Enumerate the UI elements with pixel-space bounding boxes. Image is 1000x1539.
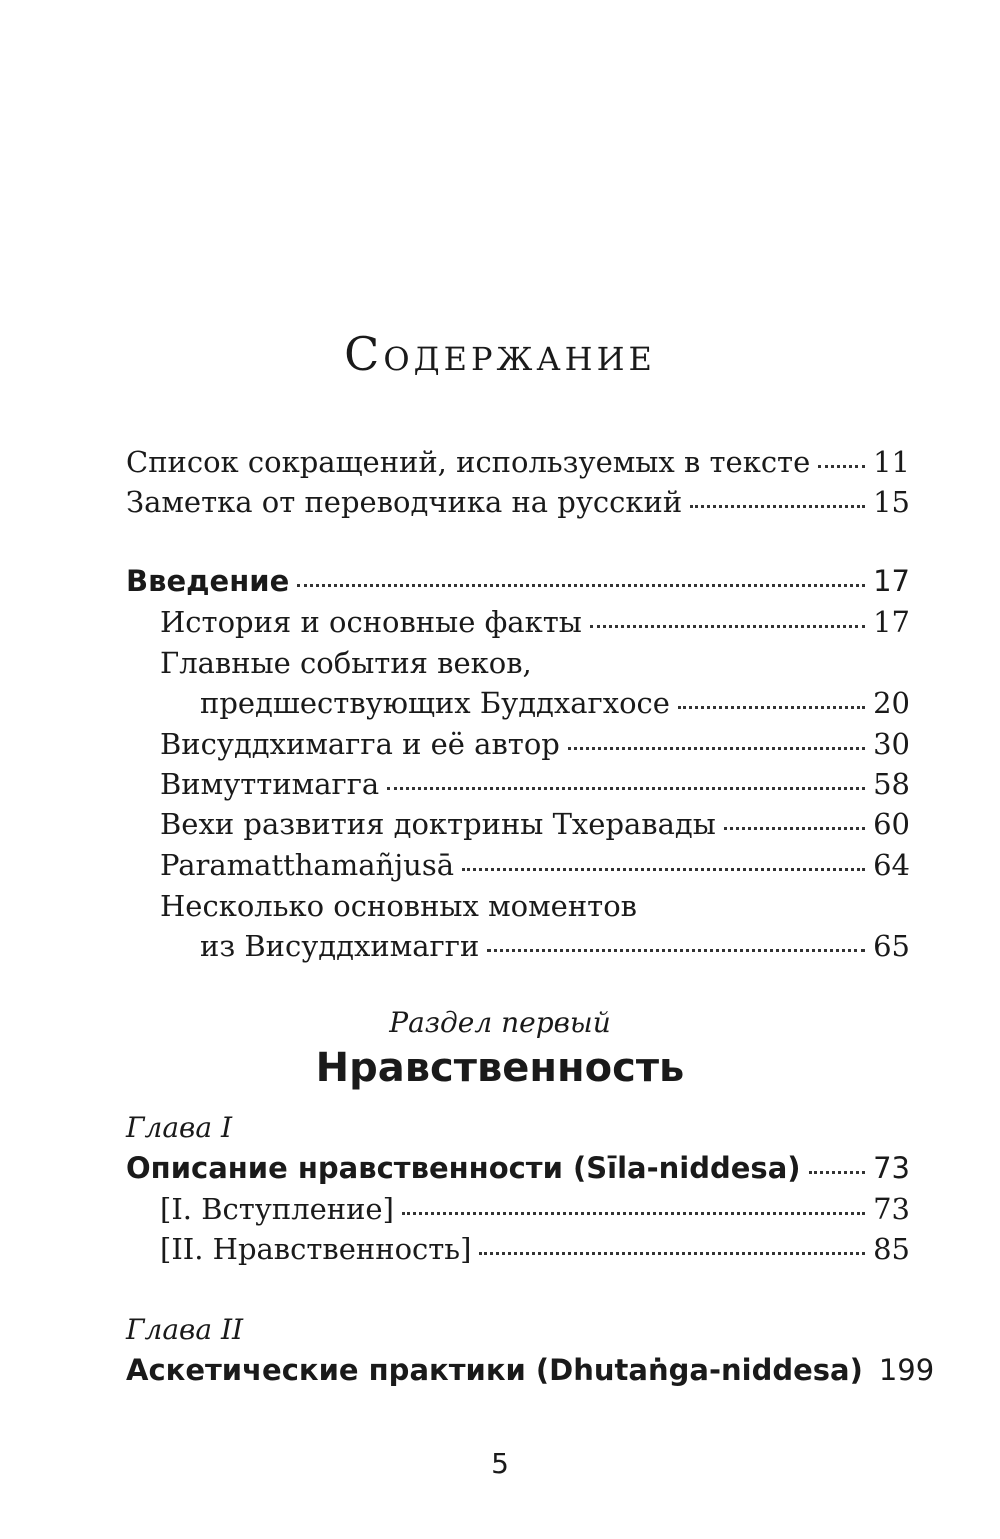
toc-entry-page: 73 — [873, 1192, 910, 1226]
toc-entry-abbreviations[interactable] — [126, 442, 910, 482]
toc-entry-title: Висуддхимагга и её автор — [160, 727, 560, 761]
toc-entry-visuddhimagga-author[interactable] — [160, 724, 910, 764]
toc-entry-key-points-line1: Несколько основных моментов — [160, 889, 637, 923]
toc-entry-page: 15 — [873, 485, 910, 519]
leader-dots — [297, 583, 865, 587]
toc-entry-chapter-1[interactable] — [126, 1148, 910, 1188]
toc-entry-title: Введение — [126, 564, 290, 598]
toc-entry-chapter-2[interactable] — [126, 1350, 935, 1390]
toc-entry-page: 30 — [873, 727, 910, 761]
toc-entry-title: Заметка от переводчика на русский — [126, 485, 683, 519]
leader-dots — [690, 504, 865, 508]
toc-entry-title: Список сокращений, используемых в тексте — [126, 445, 811, 479]
leader-dots — [568, 746, 865, 750]
toc-entry-introduction[interactable] — [126, 561, 910, 601]
toc-entry-page: 17 — [873, 564, 910, 598]
leader-dots — [402, 1211, 865, 1215]
toc-entry-morality-ch1[interactable] — [160, 1229, 910, 1269]
leader-dots — [487, 948, 865, 952]
toc-entry-introduction-ch1[interactable] — [160, 1189, 910, 1229]
part-label: Раздел первый — [389, 1006, 611, 1039]
toc-entry-page: 64 — [873, 848, 910, 882]
toc-entry-title: История и основные факты — [160, 605, 582, 639]
leader-dots — [479, 1251, 865, 1255]
leader-dots — [387, 786, 865, 790]
toc-entry-paramatthamanjusa[interactable] — [160, 845, 910, 885]
toc-entry-page: 73 — [873, 1151, 910, 1185]
leader-dots — [462, 867, 865, 871]
toc-entry-events-line1: Главные события веков, — [160, 646, 532, 680]
leader-dots — [724, 826, 865, 830]
leader-dots — [678, 705, 865, 709]
toc-entry-page: 11 — [873, 445, 910, 479]
toc-entry-title: предшествующих Буддхагхосе — [200, 686, 670, 720]
leader-dots — [590, 624, 865, 628]
toc-entry-key-points[interactable] — [200, 926, 910, 966]
part-title: Нравственность — [315, 1045, 685, 1091]
toc-entry-title: Описание нравственности (Sīla-niddesa) — [126, 1151, 801, 1185]
toc-entry-title: [I. Вступление] — [160, 1192, 394, 1226]
page-title: Содержание — [344, 327, 656, 381]
chapter-1-label: Глава I — [126, 1111, 233, 1144]
toc-entry-page: 20 — [873, 686, 910, 720]
toc-entry-title: Аскетические практики (Dhutaṅga-niddesa) — [126, 1353, 863, 1387]
toc-entry-history[interactable] — [160, 602, 910, 642]
toc-entry-page: 58 — [873, 767, 910, 801]
toc-entry-page: 199 — [878, 1353, 935, 1387]
toc-entry-theravada-milestones[interactable] — [160, 804, 910, 844]
toc-entry-title: из Висуддхимагги — [200, 929, 480, 963]
toc-entry-title: [II. Нравственность] — [160, 1232, 472, 1266]
leader-dots — [809, 1170, 866, 1174]
toc-entry-translator-note[interactable] — [126, 482, 910, 522]
chapter-2-label: Глава II — [126, 1313, 244, 1346]
toc-entry-title: Вехи развития доктрины Тхеравады — [160, 807, 716, 841]
toc-entry-events[interactable] — [200, 683, 910, 723]
toc-entry-page: 65 — [873, 929, 910, 963]
toc-entry-title: Paramatthamañjusā — [160, 848, 455, 882]
toc-entry-page: 60 — [873, 807, 910, 841]
page-number: 5 — [491, 1447, 509, 1480]
toc-entry-title: Вимуттимагга — [160, 767, 380, 801]
toc-entry-page: 17 — [873, 605, 910, 639]
toc-entry-vimuttimagga[interactable] — [160, 764, 910, 804]
toc-entry-page: 85 — [873, 1232, 910, 1266]
leader-dots — [818, 464, 865, 468]
